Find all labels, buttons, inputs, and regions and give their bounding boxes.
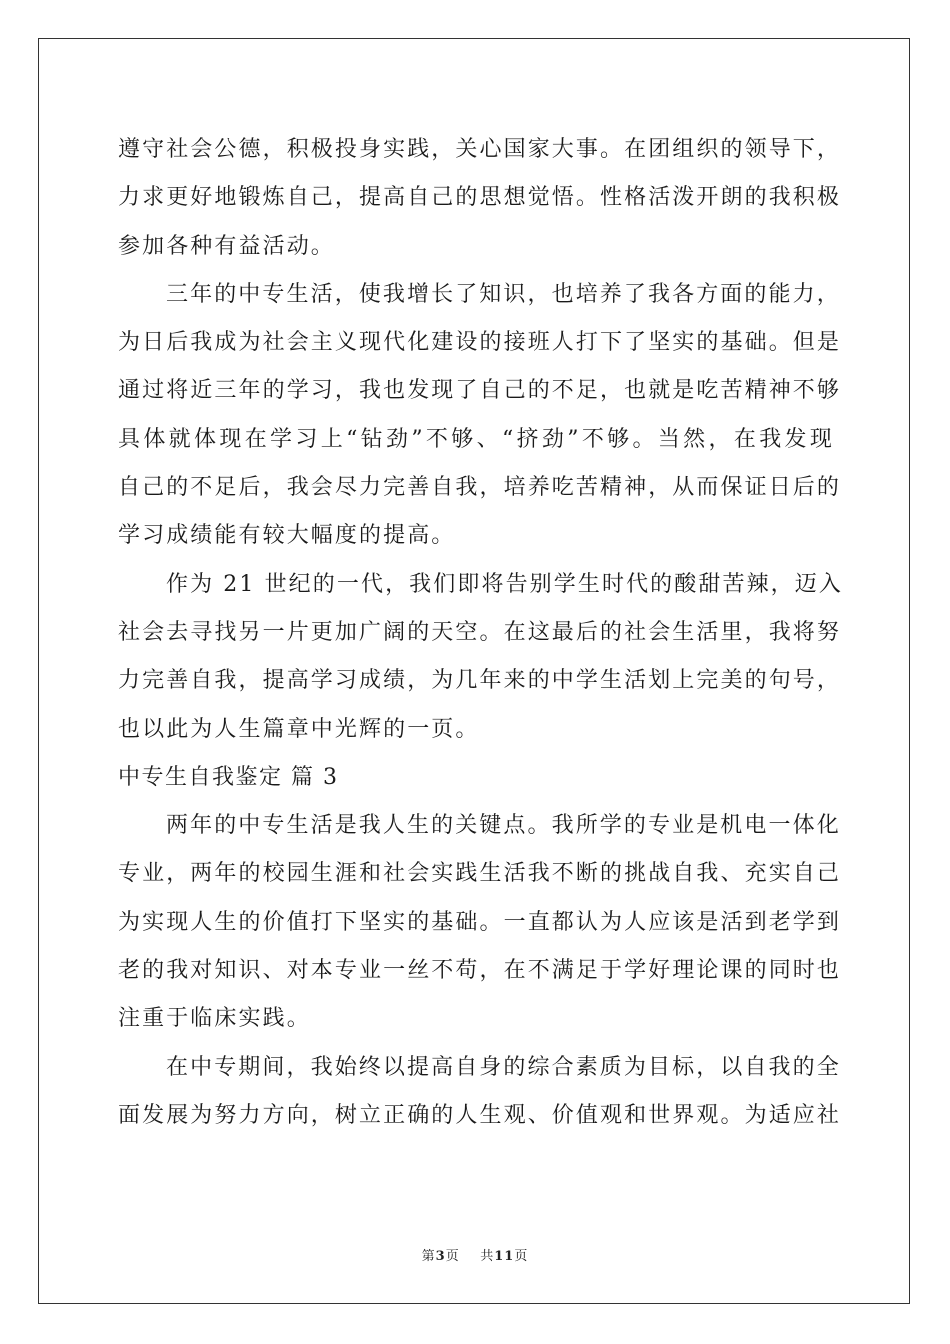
paragraph-5: [118, 1044, 842, 1141]
section-heading: 中专生自我鉴定 篇 3: [118, 764, 339, 790]
text-line: 注重于临床实践。: [118, 1006, 311, 1032]
text-line: 面发展为努力方向，树立正确的人生观、价值观和世界观。为适应社: [118, 1102, 842, 1128]
current-page-number: 3: [435, 1249, 446, 1264]
footer-total-prefix: 共: [480, 1249, 495, 1264]
text-line: 为日后我成为社会主义现代化建设的接班人打下了坚实的基础。但是: [118, 330, 842, 356]
text-line: 作为 21 世纪的一代，我们即将告别学生时代的酸甜苦辣，迈入: [166, 571, 843, 597]
paragraph-4: [118, 802, 842, 1043]
text-line: 为实现人生的价值打下坚实的基础。一直都认为人应该是活到老学到: [118, 909, 842, 935]
footer-page-suffix: 页: [445, 1249, 460, 1264]
paragraph-3: [118, 561, 843, 754]
footer-total-suffix: 页: [514, 1249, 529, 1264]
text-line: 学习成绩能有较大幅度的提高。: [118, 523, 456, 549]
text-line: 通过将近三年的学习，我也发现了自己的不足，也就是吃苦精神不够: [118, 378, 842, 404]
paragraph-2: [118, 271, 842, 561]
text-line: 遵守社会公德，积极投身实践，关心国家大事。在团组织的领导下，: [118, 137, 842, 162]
paragraph-1: [118, 126, 842, 271]
text-line: 也以此为人生篇章中光辉的一页。: [118, 716, 480, 742]
text-line: 三年的中专生活，使我增长了知识，也培养了我各方面的能力，: [166, 281, 841, 307]
text-line: 老的我对知识、对本专业一丝不苟，在不满足于学好理论课的同时也: [118, 958, 842, 984]
page-footer: [0, 1245, 950, 1264]
text-line: 具体就体现在学习上“钻劲”不够、“挤劲”不够。当然，在我发现: [118, 426, 834, 452]
total-pages-number: 11: [494, 1249, 515, 1264]
text-line: 社会去寻找另一片更加广阔的天空。在这最后的社会生活里，我将努: [118, 619, 842, 645]
text-line: 在中专期间，我始终以提高自身的综合素质为目标，以自我的全: [166, 1054, 841, 1080]
document-body: [118, 126, 843, 1140]
text-line: 力求更好地锻炼自己，提高自己的思想觉悟。性格活泼开朗的我积极: [118, 185, 842, 211]
text-line: 参加各种有益活动。: [118, 233, 335, 259]
text-line: 自己的不足后，我会尽力完善自我，培养吃苦精神，从而保证日后的: [118, 475, 842, 501]
text-line: 力完善自我，提高学习成绩，为几年来的中学生活划上完美的句号，: [118, 668, 842, 694]
text-line: 两年的中专生活是我人生的关键点。我所学的专业是机电一体化: [166, 813, 841, 839]
text-line: 专业，两年的校园生涯和社会实践生活我不断的挑战自我、充实自己: [118, 861, 842, 887]
footer-prefix: 第: [421, 1249, 436, 1264]
